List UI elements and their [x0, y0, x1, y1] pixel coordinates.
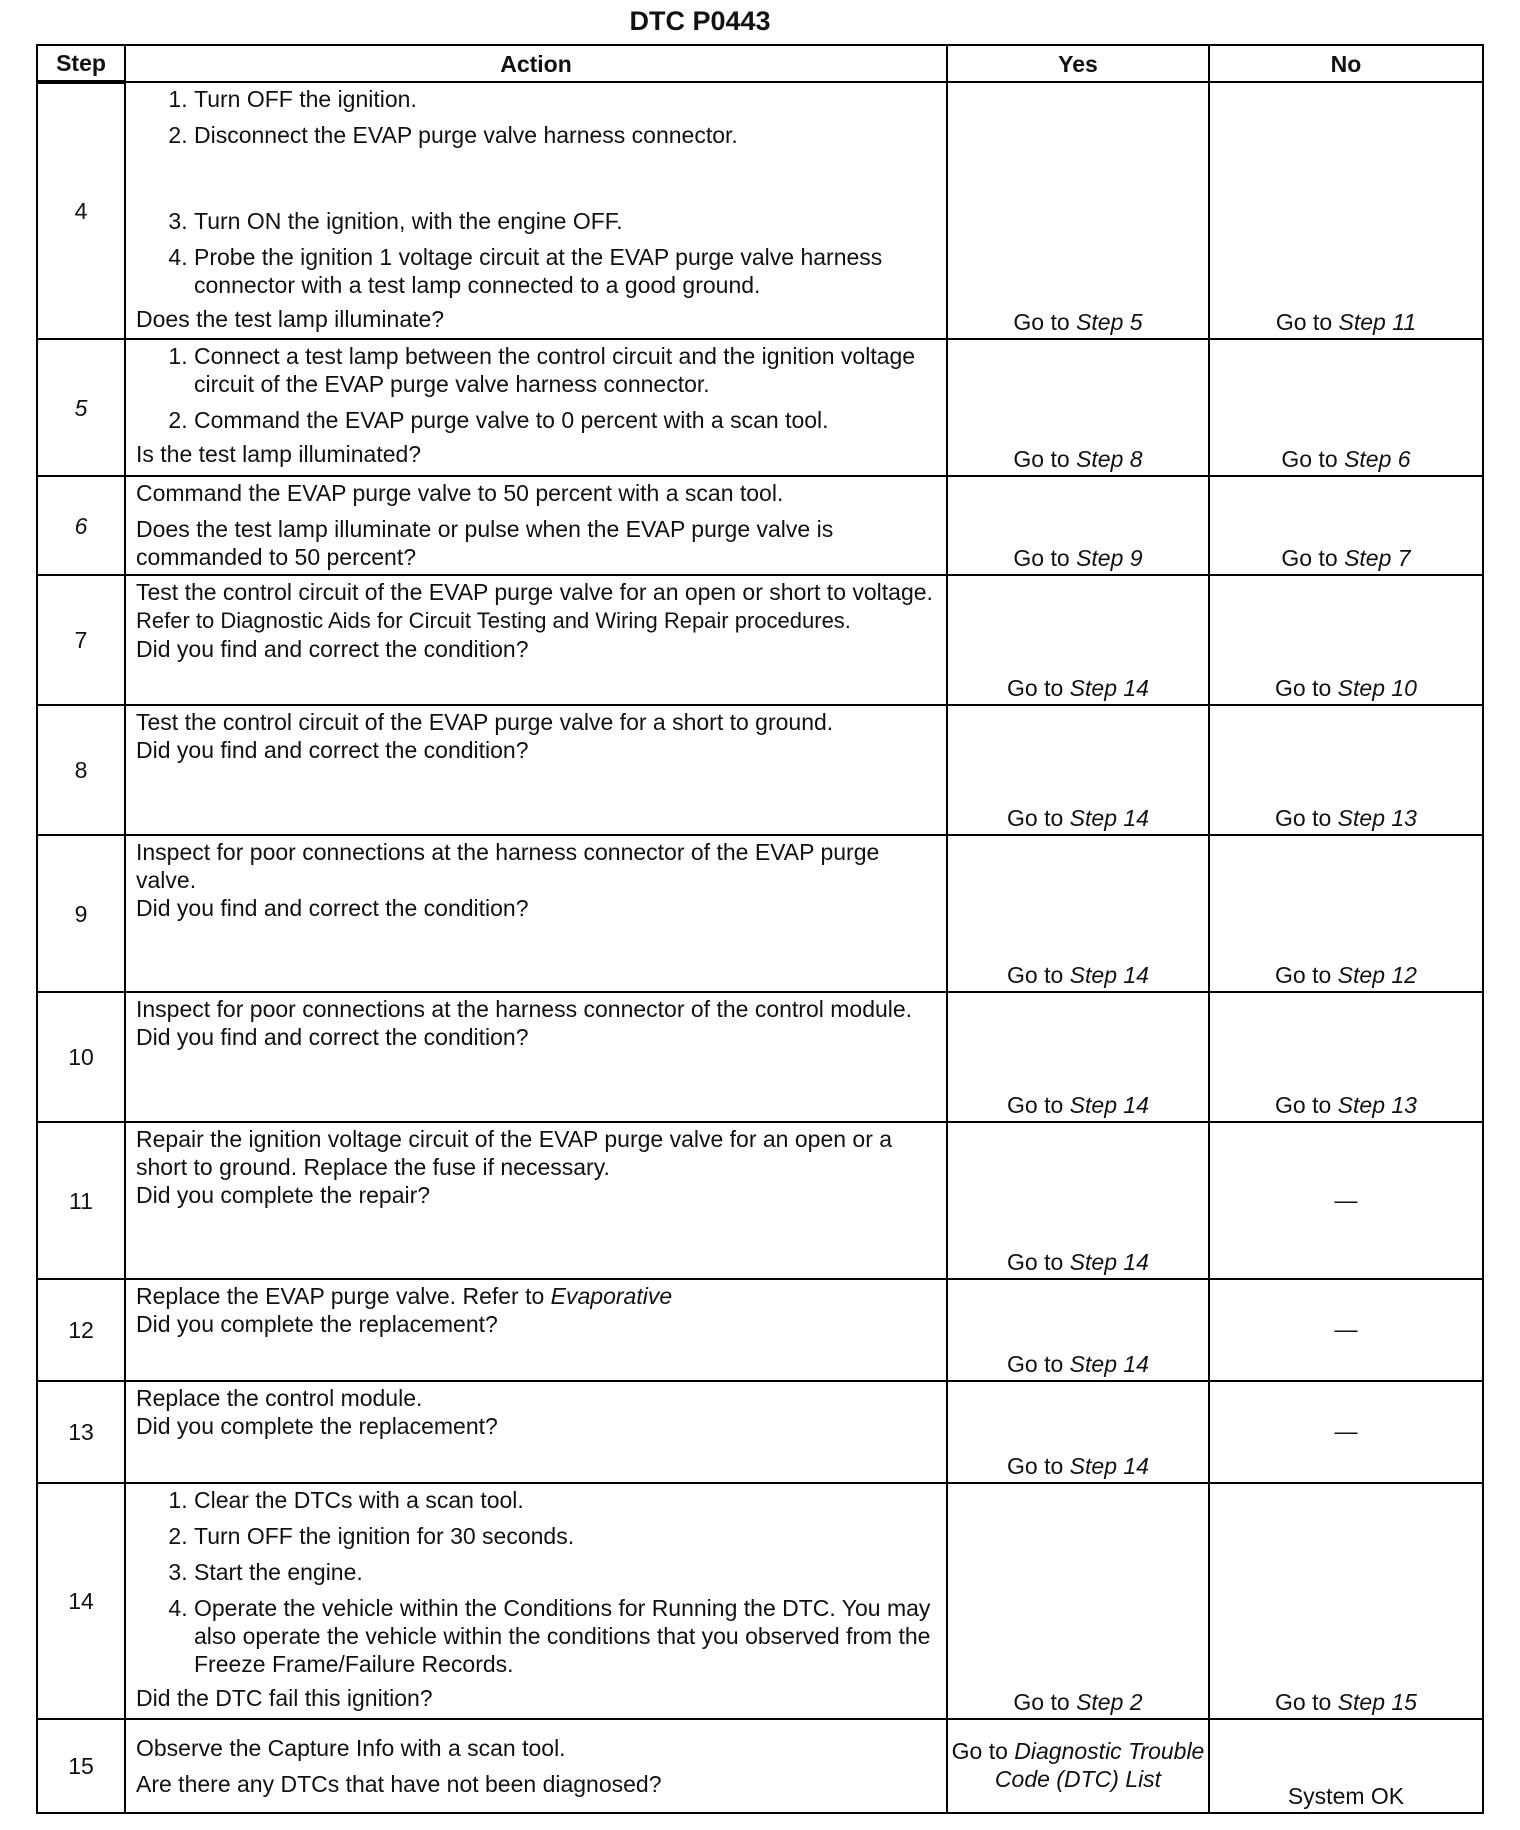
no-cell: —: [1209, 1279, 1483, 1381]
yes-target-step: 5: [1129, 309, 1143, 335]
action-text: Observe the Capture Info with a scan tool.: [136, 1735, 566, 1761]
step-number: 14: [37, 1483, 125, 1719]
no-target-step: 7: [1397, 545, 1411, 571]
action-cell: [125, 1122, 947, 1279]
no-target-step: 10: [1391, 675, 1417, 701]
action-cell: [125, 1483, 947, 1719]
question-text: Is the test lamp illuminated?: [136, 441, 422, 467]
no-target-step: 15: [1391, 1689, 1417, 1715]
table-row: [37, 992, 1483, 1122]
yes-target-step: 14: [1123, 1249, 1149, 1275]
yes-cell: Go to Step 5: [947, 82, 1209, 339]
action-steps-list: [136, 342, 936, 434]
step-number: 7: [37, 575, 125, 705]
reference-text: Refer to Diagnostic Aids for Circuit Testing and Wiring Repair procedures.: [136, 608, 851, 633]
no-target-step: 13: [1391, 1092, 1417, 1118]
table-row: [37, 705, 1483, 835]
no-target-step: 6: [1397, 446, 1411, 472]
action-cell: [125, 476, 947, 575]
step-number: 11: [37, 1122, 125, 1279]
yes-cell: Go to Step 14: [947, 1122, 1209, 1279]
action-text: Replace the EVAP purge valve. Refer to Evaporative: [136, 1283, 673, 1309]
list-item: 2. Turn OFF the ignition for 30 seconds.: [194, 1522, 936, 1550]
step-number: 12: [37, 1279, 125, 1381]
yes-target-step: 14: [1123, 675, 1149, 701]
question-text: Did you find and correct the condition?: [136, 737, 529, 763]
action-steps-list: [136, 85, 936, 299]
list-item: 1. Connect a test lamp between the control circuit and the ignition voltage circuit of the EVAP purge valve harness connector.: [194, 342, 936, 398]
list-item: 3. Start the engine.: [194, 1558, 936, 1586]
no-target-step: 13: [1391, 805, 1417, 831]
reference-link-text: Evaporative: [550, 1283, 673, 1309]
header-step: Step: [37, 45, 125, 82]
action-text: Repair the ignition voltage circuit of the EVAP purge valve for an open or a short to ground. Replace the fuse if necessary.: [136, 1126, 893, 1180]
yes-target-step: 2: [1129, 1689, 1143, 1715]
table-row: [37, 1483, 1483, 1719]
diagnostic-table: [36, 44, 1484, 1814]
no-cell: Go to Step 10: [1209, 575, 1483, 705]
question-text: Did you find and correct the condition?: [136, 636, 529, 662]
step-number: 9: [37, 835, 125, 992]
yes-target-step: 14: [1123, 805, 1149, 831]
list-item: 1. Clear the DTCs with a scan tool.: [194, 1486, 936, 1514]
step-number: 13: [37, 1381, 125, 1483]
no-cell: Go to Step 6: [1209, 339, 1483, 476]
action-cell: [125, 705, 947, 835]
action-cell: [125, 82, 947, 339]
no-cell: Go to Step 7: [1209, 476, 1483, 575]
no-cell: Go to Step 11: [1209, 82, 1483, 339]
yes-target-step: 14: [1123, 962, 1149, 988]
list-item: 4. Operate the vehicle within the Conditions for Running the DTC. You may also operate the vehicle within the conditions that you observed from the Freeze Frame/Failure Records.: [194, 1594, 936, 1678]
list-item: 2. Disconnect the EVAP purge valve harness connector.: [194, 121, 936, 149]
header-no: No: [1209, 45, 1483, 82]
action-text: Test the control circuit of the EVAP purge valve for an open or short to voltage. Refer to Diagnostic Aids for Circuit Testing and Wiring Repair procedures.: [136, 579, 933, 633]
yes-cell: Go to Step 14: [947, 1381, 1209, 1483]
yes-target-step: 9: [1129, 545, 1143, 571]
table-row: [37, 575, 1483, 705]
action-cell: [125, 1279, 947, 1381]
action-cell: [125, 1381, 947, 1483]
step-number: 5: [37, 339, 125, 476]
yes-cell: Go to Step 8: [947, 339, 1209, 476]
table-row: [37, 835, 1483, 992]
list-item: 4. Probe the ignition 1 voltage circuit at the EVAP purge valve harness connector with a test lamp connected to a good ground.: [194, 243, 936, 299]
yes-target-step: 14: [1123, 1092, 1149, 1118]
step-number: 4: [37, 82, 125, 339]
table-row: [37, 82, 1483, 339]
action-text: Command the EVAP purge valve to 50 percent with a scan tool.: [136, 480, 784, 506]
question-text: Does the test lamp illuminate or pulse when the EVAP purge valve is commanded to 50 percent?: [136, 516, 834, 570]
yes-cell: Go to Diagnostic Trouble Code (DTC) List: [947, 1719, 1209, 1813]
question-text: Did the DTC fail this ignition?: [136, 1685, 433, 1711]
yes-cell: Go to Step 2: [947, 1483, 1209, 1719]
yes-cell: Go to Step 14: [947, 575, 1209, 705]
table-row: [37, 1381, 1483, 1483]
question-text: Did you find and correct the condition?: [136, 1024, 529, 1050]
question-text: Does the test lamp illuminate?: [136, 306, 445, 332]
no-cell: System OK: [1209, 1719, 1483, 1813]
yes-target-step: 14: [1123, 1351, 1149, 1377]
header-action: Action: [125, 45, 947, 82]
yes-target-step: 8: [1129, 446, 1143, 472]
list-item: 3. Turn ON the ignition, with the engine OFF.: [194, 207, 936, 235]
action-cell: [125, 1719, 947, 1813]
table-row: [37, 339, 1483, 476]
step-number: 8: [37, 705, 125, 835]
no-target-step: 11: [1392, 309, 1417, 335]
table-header-row: [37, 45, 1483, 82]
no-target-step: 12: [1391, 962, 1417, 988]
list-item: 1. Turn OFF the ignition.: [194, 85, 936, 113]
no-cell: Go to Step 15: [1209, 1483, 1483, 1719]
yes-cell: Go to Step 14: [947, 835, 1209, 992]
table-row: [37, 1719, 1483, 1813]
no-cell: —: [1209, 1122, 1483, 1279]
table-row: [37, 1279, 1483, 1381]
action-text: Inspect for poor connections at the harness connector of the control module.: [136, 996, 913, 1022]
no-cell: Go to Step 12: [1209, 835, 1483, 992]
action-cell: [125, 992, 947, 1122]
step-number: 6: [37, 476, 125, 575]
action-cell: [125, 835, 947, 992]
action-cell: [125, 339, 947, 476]
list-item: 2. Command the EVAP purge valve to 0 percent with a scan tool.: [194, 406, 936, 434]
action-steps-list: [136, 1486, 936, 1678]
yes-cell: Go to Step 9: [947, 476, 1209, 575]
action-text: Test the control circuit of the EVAP purge valve for a short to ground.: [136, 709, 834, 735]
header-yes: Yes: [947, 45, 1209, 82]
table-row: [37, 476, 1483, 575]
question-text: Did you complete the replacement?: [136, 1413, 498, 1439]
step-number: 15: [37, 1719, 125, 1813]
no-cell: —: [1209, 1381, 1483, 1483]
question-text: Did you complete the repair?: [136, 1182, 431, 1208]
table-row: [37, 1122, 1483, 1279]
yes-cell: Go to Step 14: [947, 992, 1209, 1122]
yes-target-step: 14: [1123, 1453, 1149, 1479]
action-text: Inspect for poor connections at the harness connector of the EVAP purge valve.: [136, 839, 880, 893]
page-title: DTC P0443: [629, 6, 771, 36]
action-text: Replace the control module.: [136, 1385, 423, 1411]
no-cell: Go to Step 13: [1209, 705, 1483, 835]
no-cell: Go to Step 13: [1209, 992, 1483, 1122]
step-number: 10: [37, 992, 125, 1122]
action-cell: [125, 575, 947, 705]
question-text: Did you find and correct the condition?: [136, 895, 529, 921]
question-text: Did you complete the replacement?: [136, 1311, 498, 1337]
yes-target-reference: Diagnostic Trouble Code (DTC) List: [994, 1738, 1205, 1792]
question-text: Are there any DTCs that have not been diagnosed?: [136, 1771, 662, 1797]
yes-cell: Go to Step 14: [947, 1279, 1209, 1381]
yes-cell: Go to Step 14: [947, 705, 1209, 835]
